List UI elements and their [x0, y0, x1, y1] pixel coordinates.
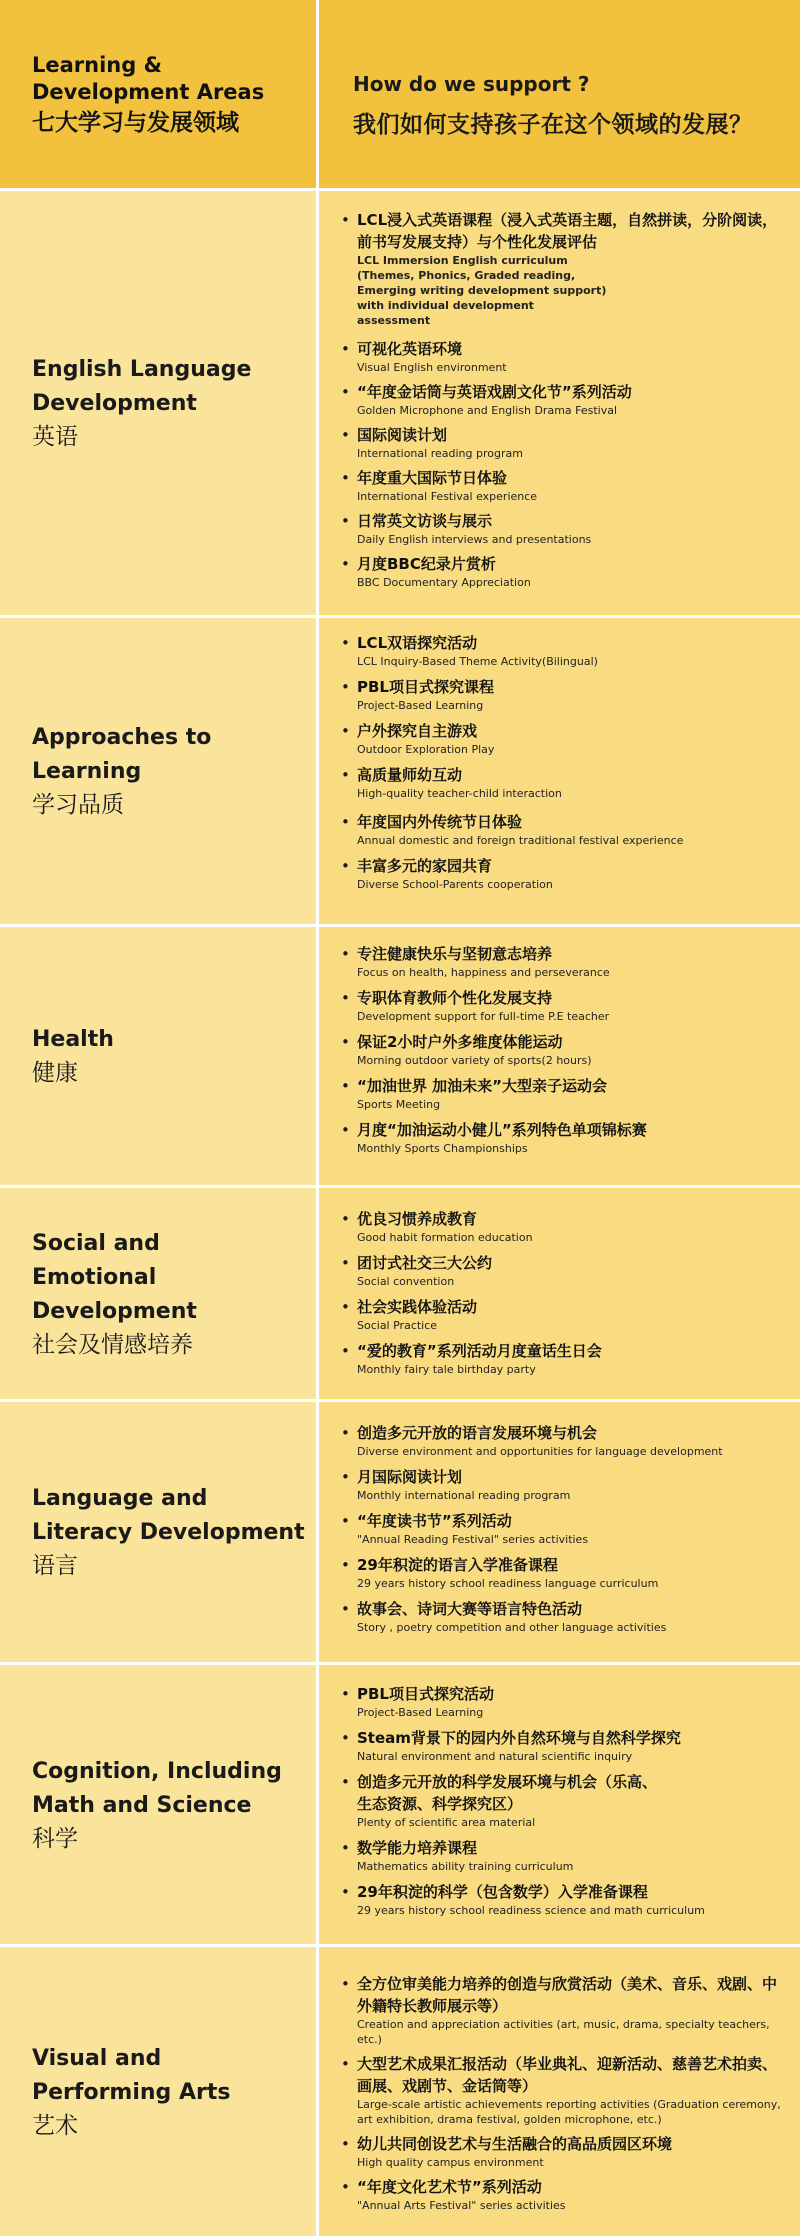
list-item — [341, 2133, 786, 2170]
area-title-en: Visual and — [32, 2045, 162, 2071]
area-support-cell — [319, 618, 800, 924]
item-en: Development support for full-time P.E teacher — [357, 1010, 610, 1023]
list-item — [341, 1208, 786, 1245]
item-en: Daily English interviews and presentations — [357, 533, 592, 546]
list-item — [341, 1598, 786, 1635]
area-support-cell — [319, 1947, 800, 2236]
area-row-cognition — [0, 1665, 800, 1944]
area-title-en: Math and Science — [32, 1792, 252, 1818]
item-zh: • 月国际阅读计划 — [357, 1468, 463, 1486]
area-row-health — [0, 927, 800, 1185]
table-header — [0, 0, 800, 188]
area-title-en: Language and — [32, 1486, 208, 1511]
header-left-title — [32, 52, 264, 137]
area-title — [32, 1755, 282, 1855]
item-zh: • 创造多元开放的语言发展环境与机会 — [357, 1424, 598, 1442]
area-title-zh: 科学 — [32, 1825, 78, 1852]
list-item — [341, 1510, 786, 1547]
item-en: Monthly Sports Championships — [357, 1142, 528, 1155]
item-zh: • 创造多元开放的科学发展环境与机会（乐高、生态资源、科学探究区） — [357, 1773, 658, 1813]
list-item — [341, 1252, 786, 1289]
area-title — [32, 353, 251, 453]
header-left-en-line2: Development Areas — [32, 79, 265, 104]
item-en: BBC Documentary Appreciation — [357, 576, 531, 589]
item-zh: • PBL项目式探究课程 — [357, 678, 494, 696]
item-en: Visual English environment — [357, 361, 507, 374]
area-title-zh: 学习品质 — [32, 792, 124, 818]
area-title-en: English Language — [32, 357, 252, 382]
list-item — [341, 553, 786, 590]
item-zh: • LCL浸入式英语课程（浸入式英语主题，自然拼读，分阶阅读，前书写发展支持）与个性化发展评估 — [357, 211, 778, 251]
area-title-en: Emotional — [32, 1264, 157, 1290]
item-en: Annual domestic and foreign traditional festival experience — [357, 834, 684, 847]
item-en: Project-Based Learning — [357, 699, 484, 712]
list-item — [341, 1466, 786, 1503]
area-title-en: Health — [32, 1027, 114, 1052]
item-en: Story , poetry competition and other language activities — [357, 1621, 667, 1634]
item-zh: • 保证2小时户外多维度体能运动 — [357, 1033, 563, 1051]
area-title — [32, 1227, 197, 1361]
item-zh: • 月度BBC纪录片赏析 — [357, 555, 496, 573]
item-en: High quality campus environment — [357, 2156, 544, 2169]
list-item — [341, 209, 786, 328]
item-zh: • 高质量师幼互动 — [357, 766, 463, 784]
header-right-en: How do we support ? — [353, 72, 590, 96]
list-item — [341, 1340, 786, 1377]
support-list — [341, 943, 786, 1156]
list-item — [341, 1727, 786, 1764]
item-en: Diverse School-Parents cooperation — [357, 878, 553, 891]
item-en: International reading program — [357, 447, 523, 460]
item-zh: • “年度读书节”系列活动 — [357, 1512, 512, 1530]
list-item — [341, 510, 786, 547]
item-zh: • “年度金话筒与英语戏剧文化节”系列活动 — [357, 383, 632, 401]
item-en: Large-scale artistic achievements reporting activities (Graduation ceremony, art exhibition, drama festival, golden microphone, etc.) — [357, 2098, 781, 2126]
item-en: Focus on health, happiness and perseverance — [357, 966, 610, 979]
area-row-language — [0, 1402, 800, 1662]
list-item — [341, 1771, 786, 1830]
list-item — [341, 987, 786, 1024]
area-support-cell — [319, 1665, 800, 1944]
item-en: Creation and appreciation activities (art, music, drama, specialty teachers, etc.) — [357, 2018, 770, 2046]
item-en: Mathematics ability training curriculum — [357, 1860, 574, 1873]
item-zh: • 日常英文访谈与展示 — [357, 512, 493, 530]
support-list — [341, 632, 786, 892]
list-item — [341, 1554, 786, 1591]
item-en: International Festival experience — [357, 490, 538, 503]
item-zh: • 优良习惯养成教育 — [357, 1210, 478, 1228]
item-zh: • “加油世界 加油未来”大型亲子运动会 — [357, 1077, 607, 1095]
item-en: Morning outdoor variety of sports(2 hours) — [357, 1054, 592, 1067]
area-support-cell — [319, 1188, 800, 1399]
area-title-en: Cognition, Including — [32, 1758, 282, 1784]
area-support-cell — [319, 1402, 800, 1662]
list-item — [341, 1075, 786, 1112]
list-item — [341, 1119, 786, 1156]
support-list — [341, 1422, 786, 1635]
item-zh: • PBL项目式探究活动 — [357, 1685, 494, 1703]
item-zh: • 29年积淀的科学（包含数学）入学准备课程 — [357, 1883, 648, 1901]
item-zh: • 年度重大国际节日体验 — [357, 469, 508, 487]
area-title — [32, 1023, 114, 1089]
list-item — [341, 676, 786, 713]
area-title-cell — [0, 1665, 316, 1944]
item-en: Sports Meeting — [357, 1098, 441, 1111]
item-zh: • 29年积淀的语言入学准备课程 — [357, 1556, 558, 1574]
item-en: Social convention — [357, 1275, 455, 1288]
item-zh: • 年度国内外传统节日体验 — [357, 813, 523, 831]
item-en: Monthly fairy tale birthday party — [357, 1363, 536, 1376]
area-title-en: Development — [32, 391, 197, 416]
item-en: Diverse environment and opportunities for language development — [357, 1445, 723, 1458]
area-title-en: Development — [32, 1298, 197, 1324]
list-item — [341, 943, 786, 980]
item-en: Plenty of scientific area material — [357, 1816, 536, 1829]
item-zh: • 大型艺术成果汇报活动（毕业典礼、迎新活动、慈善艺术拍卖、画展、戏剧节、金话筒等） — [357, 2055, 778, 2095]
area-title-zh: 社会及情感培养 — [32, 1331, 193, 1358]
item-en: High-quality teacher-child interaction — [357, 787, 562, 800]
list-item — [341, 1683, 786, 1720]
item-en: 29 years history school readiness language curriculum — [357, 1577, 659, 1590]
header-right-cell — [319, 0, 800, 188]
support-list — [341, 209, 786, 590]
header-left-cell — [0, 0, 316, 188]
list-item — [341, 1031, 786, 1068]
list-item — [341, 338, 786, 375]
list-item — [341, 467, 786, 504]
area-title-en: Literacy Development — [32, 1520, 305, 1545]
area-title-en: Approaches to Learning — [32, 725, 212, 784]
item-en: Project-Based Learning — [357, 1706, 484, 1719]
area-title-en: Performing Arts — [32, 2079, 231, 2105]
item-en: 29 years history school readiness science and math curriculum — [357, 1904, 705, 1917]
item-zh: • LCL双语探究活动 — [357, 634, 478, 652]
area-title-zh: 艺术 — [32, 2112, 78, 2139]
list-item — [341, 1837, 786, 1874]
area-title-cell — [0, 927, 316, 1185]
area-title — [32, 2042, 230, 2142]
area-title-cell — [0, 1402, 316, 1662]
item-zh: • 国际阅读计划 — [357, 426, 448, 444]
item-en: "Annual Arts Festival" series activities — [357, 2199, 566, 2212]
item-en: Good habit formation education — [357, 1231, 533, 1244]
area-title-zh: 语言 — [32, 1553, 78, 1579]
area-row-approaches — [0, 618, 800, 924]
list-item — [341, 424, 786, 461]
list-item — [341, 764, 786, 801]
item-zh: • 幼儿共同创设艺术与生活融合的高品质园区环境 — [357, 2135, 673, 2153]
item-zh: • 专注健康快乐与坚韧意志培养 — [357, 945, 553, 963]
item-zh: • Steam背景下的园内外自然环境与自然科学探究 — [357, 1729, 681, 1747]
area-title-zh: 英语 — [32, 424, 78, 450]
area-title-cell — [0, 1188, 316, 1399]
list-item — [341, 381, 786, 418]
list-item — [341, 1422, 786, 1459]
list-item — [341, 855, 786, 892]
item-zh: • 专职体育教师个性化发展支持 — [357, 989, 553, 1007]
list-item — [341, 720, 786, 757]
area-title-cell — [0, 618, 316, 924]
area-support-cell — [319, 191, 800, 615]
support-list — [341, 1683, 786, 1918]
item-en: "Annual Reading Festival" series activities — [357, 1533, 589, 1546]
header-right-zh: 我们如何支持孩子在这个领域的发展？ — [353, 112, 753, 138]
support-list — [341, 1208, 786, 1377]
list-item — [341, 2053, 786, 2127]
item-zh: • “年度文化艺术节”系列活动 — [357, 2178, 542, 2196]
area-row-social — [0, 1188, 800, 1399]
item-zh: • “爱的教育”系列活动月度童话生日会 — [357, 1342, 602, 1360]
area-title-zh: 健康 — [32, 1060, 78, 1086]
area-title — [32, 1482, 305, 1582]
list-item — [341, 1881, 786, 1918]
area-support-cell — [319, 927, 800, 1185]
item-en: Monthly international reading program — [357, 1489, 571, 1502]
item-en: LCL Immersion English curriculum (Themes, Phonics, Graded reading, Emerging writing development support) with individual development assessment — [357, 254, 607, 327]
list-item — [341, 632, 786, 669]
header-left-zh: 七大学习与发展领域 — [32, 109, 239, 136]
area-title — [32, 721, 316, 821]
area-title-en: Social and — [32, 1230, 160, 1256]
item-en: Golden Microphone and English Drama Festival — [357, 404, 618, 417]
list-item — [341, 2176, 786, 2213]
item-en: Social Practice — [357, 1319, 438, 1332]
item-zh: • 社会实践体验活动 — [357, 1298, 478, 1316]
area-title-cell — [0, 191, 316, 615]
item-zh: • 全方位审美能力培养的创造与欣赏活动（美术、音乐、戏剧、中外籍特长教师展示等） — [357, 1975, 778, 2015]
area-title-cell — [0, 1947, 316, 2236]
header-left-en-line1: Learning & — [32, 52, 162, 77]
item-zh: • 故事会、诗词大赛等语言特色活动 — [357, 1600, 583, 1618]
list-item — [341, 1296, 786, 1333]
area-row-arts — [0, 1947, 800, 2236]
area-row-english — [0, 191, 800, 615]
item-zh: • 数学能力培养课程 — [357, 1839, 478, 1857]
item-zh: • 丰富多元的家园共育 — [357, 857, 493, 875]
item-zh: • 团讨式社交三大公约 — [357, 1254, 493, 1272]
item-en: Natural environment and natural scientific inquiry — [357, 1750, 633, 1763]
item-zh: • 可视化英语环境 — [357, 340, 463, 358]
item-zh: • 月度“加油运动小健儿”系列特色单项锦标赛 — [357, 1121, 647, 1139]
list-item — [341, 1973, 786, 2047]
item-en: LCL Inquiry-Based Theme Activity(Bilingual) — [357, 655, 598, 668]
header-right-title — [353, 70, 753, 140]
item-zh: • 户外探究自主游戏 — [357, 722, 478, 740]
list-item — [341, 811, 786, 848]
item-en: Outdoor Exploration Play — [357, 743, 495, 756]
support-list — [341, 1973, 786, 2213]
